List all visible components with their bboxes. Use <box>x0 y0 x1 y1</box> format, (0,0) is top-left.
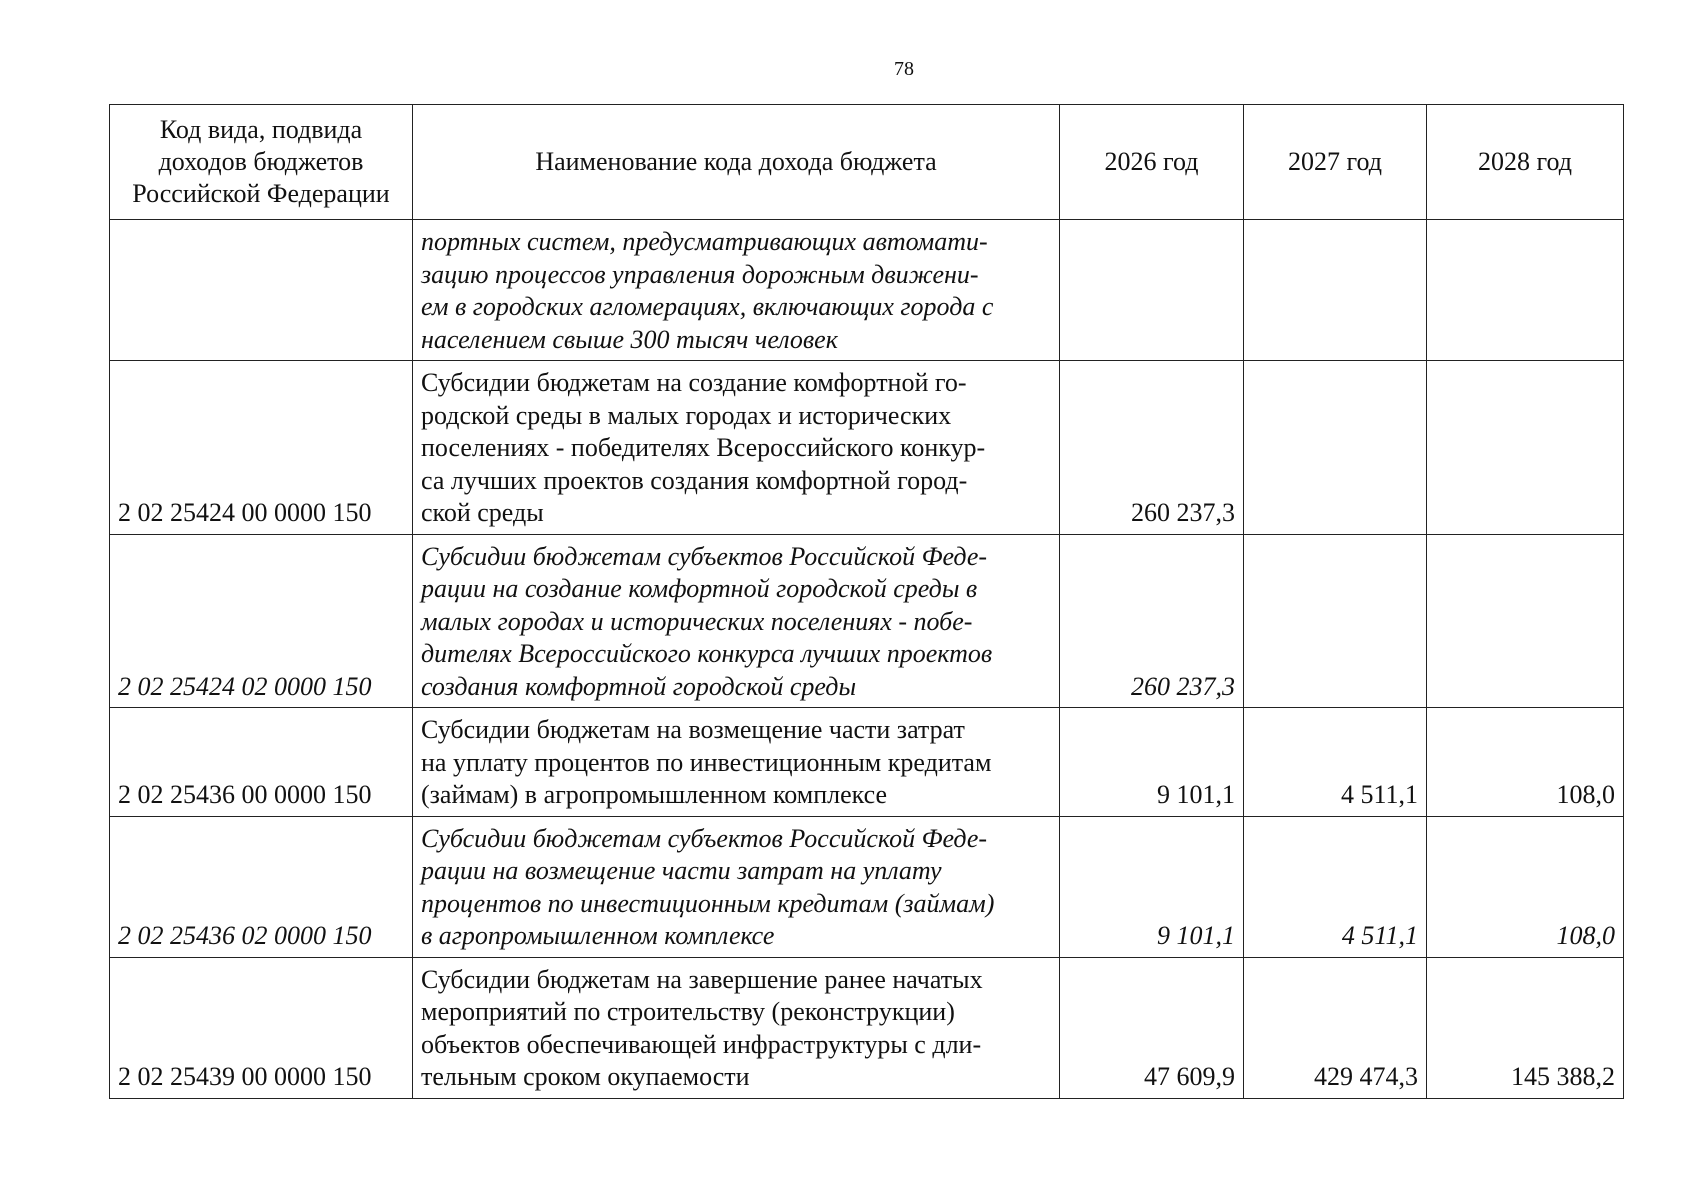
income-name-line: тельным сроком окупаемости <box>421 1062 750 1091</box>
income-name-cell <box>413 361 1060 535</box>
amount-2028-cell <box>1427 220 1624 361</box>
income-name-line: создания комфортной городской среды <box>421 671 857 701</box>
header-year-2027: 2027 год <box>1244 105 1427 220</box>
amount-2028-cell <box>1427 361 1624 535</box>
table-row <box>110 708 1624 817</box>
header-year-2026: 2026 год <box>1060 105 1244 220</box>
amount-2027-cell <box>1244 361 1427 535</box>
income-name-line: на уплату процентов по инвестиционным кредитам <box>421 747 992 777</box>
income-code-cell: 2 02 25424 02 0000 150 <box>110 534 413 708</box>
income-name-cell <box>413 708 1060 817</box>
income-code-cell: 2 02 25436 02 0000 150 <box>110 816 413 957</box>
amount-2027-cell: 4 511,1 <box>1244 816 1427 957</box>
income-name-line: рации на создание комфортной городской среды в <box>421 574 978 603</box>
income-code-cell: 2 02 25424 00 0000 150 <box>110 361 413 535</box>
income-name-cell <box>413 220 1060 361</box>
income-name-line: дителях Всероссийского конкурса лучших проектов <box>421 639 993 668</box>
amount-2026-cell <box>1060 220 1244 361</box>
income-name-line: (займам) в агропромышленном комплексе <box>421 780 888 809</box>
income-name-line: родской среды в малых городах и исторических <box>421 400 952 430</box>
income-name-line: процентов по инвестиционным кредитам (займам) <box>421 888 995 918</box>
amount-2026-cell: 47 609,9 <box>1060 957 1244 1098</box>
income-code-cell: 2 02 25436 00 0000 150 <box>110 708 413 817</box>
income-name-cell <box>413 957 1060 1098</box>
header-name: Наименование кода дохода бюджета <box>413 105 1060 220</box>
income-name-line: Субсидии бюджетам на создание комфортной го- <box>421 368 967 397</box>
income-name-line: Субсидии бюджетам на завершение ранее начатых <box>421 964 983 994</box>
income-name-line: рации на возмещение части затрат на уплату <box>421 856 942 885</box>
income-name-line: Субсидии бюджетам субъектов Российской Феде- <box>421 823 988 853</box>
income-code-cell <box>110 220 413 361</box>
table-row <box>110 534 1624 708</box>
amount-2028-cell: 145 388,2 <box>1427 957 1624 1098</box>
income-name-line: малых городах и исторических поселениях - побе- <box>421 606 973 636</box>
table-body <box>110 220 1624 1099</box>
income-name-line: населением свыше 300 тысяч человек <box>421 324 838 354</box>
income-name-line: мероприятий по строительству (реконструкции) <box>421 997 955 1026</box>
amount-2028-cell: 108,0 <box>1427 816 1624 957</box>
income-name-line: портных систем, предусматривающих автомати- <box>421 227 988 256</box>
table-header-row <box>110 105 1624 220</box>
header-year-2028: 2028 год <box>1427 105 1624 220</box>
amount-2026-cell: 260 237,3 <box>1060 361 1244 535</box>
income-name-line: зацию процессов управления дорожным движени- <box>421 259 979 289</box>
amount-2027-cell <box>1244 220 1427 361</box>
header-code: Код вида, подвида доходов бюджетов Российской Федерации <box>110 105 413 220</box>
income-name-line: ской среды <box>421 498 544 527</box>
amount-2027-cell: 4 511,1 <box>1244 708 1427 817</box>
income-name-line: объектов обеспечивающей инфраструктуры с дли- <box>421 1029 982 1059</box>
amount-2026-cell: 9 101,1 <box>1060 708 1244 817</box>
income-name-line: в агропромышленном комплексе <box>421 921 775 950</box>
amount-2027-cell <box>1244 534 1427 708</box>
amount-2028-cell <box>1427 534 1624 708</box>
table-row <box>110 220 1624 361</box>
income-name-line: поселениях - победителях Всероссийского конкур- <box>421 433 986 462</box>
income-name-line: са лучших проектов создания комфортной город- <box>421 465 968 495</box>
income-name-line: ем в городских агломерациях, включающих города с <box>421 292 994 321</box>
table-row <box>110 957 1624 1098</box>
amount-2026-cell: 260 237,3 <box>1060 534 1244 708</box>
table-row <box>110 361 1624 535</box>
amount-2028-cell: 108,0 <box>1427 708 1624 817</box>
income-code-cell: 2 02 25439 00 0000 150 <box>110 957 413 1098</box>
income-name-cell <box>413 816 1060 957</box>
amount-2027-cell: 429 474,3 <box>1244 957 1427 1098</box>
income-name-cell <box>413 534 1060 708</box>
page-number: 78 <box>894 58 914 80</box>
income-name-line: Субсидии бюджетам субъектов Российской Феде- <box>421 541 988 571</box>
table-row <box>110 816 1624 957</box>
amount-2026-cell: 9 101,1 <box>1060 816 1244 957</box>
income-name-line: Субсидии бюджетам на возмещение части затрат <box>421 715 965 744</box>
budget-income-table <box>109 104 1624 1099</box>
